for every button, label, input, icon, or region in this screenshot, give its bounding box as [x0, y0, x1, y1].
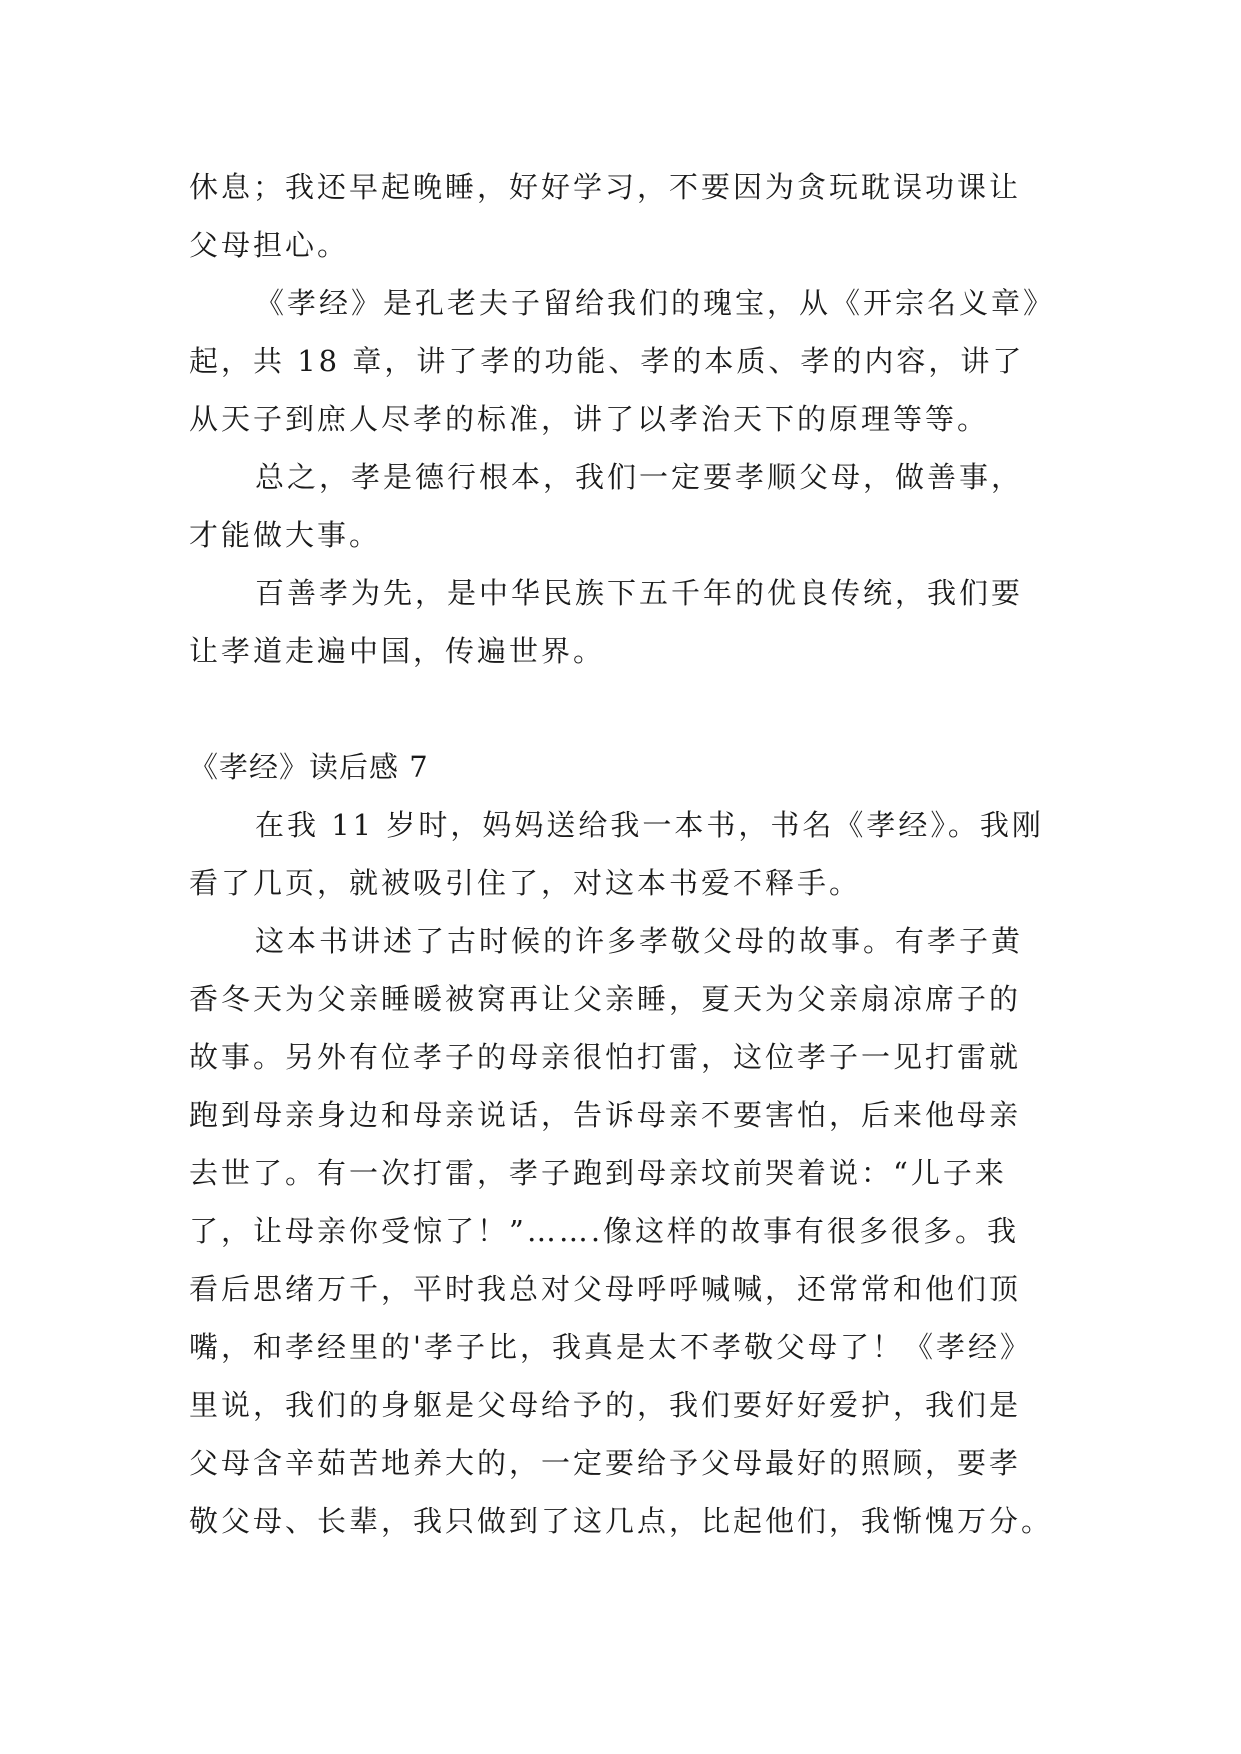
text-line: 让孝道走遍中国，传遍世界。: [189, 634, 606, 668]
text-line: 跑到母亲身边和母亲说话，告诉母亲不要害怕，后来他母亲: [189, 1098, 1022, 1132]
section-spacer: [189, 680, 1053, 738]
text-line: 里说，我们的身躯是父母给予的，我们要好好爱护，我们是: [189, 1388, 1022, 1422]
paragraph: [189, 448, 1053, 564]
text-line: 父母担心。: [189, 228, 350, 262]
text-line: 看了几页，就被吸引住了，对这本书爱不释手。: [189, 866, 862, 900]
paragraph: [189, 912, 1053, 1550]
text-line: 在我 11 岁时，妈妈送给我一本书，书名《孝经》。我刚: [255, 808, 1044, 842]
paragraph: [189, 274, 1056, 448]
text-line: 了，让母亲你受惊了！”…….像这样的故事有很多很多。我: [189, 1214, 1020, 1248]
paragraph: [189, 564, 1053, 680]
text-line: 百善孝为先，是中华民族下五千年的优良传统，我们要: [255, 576, 1024, 610]
paragraph: [189, 158, 1053, 274]
section-title: 《孝经》读后感 7: [189, 750, 429, 784]
text-line: 这本书讲述了古时候的许多孝敬父母的故事。有孝子黄: [255, 924, 1024, 958]
text-line: 休息；我还早起晚睡，好好学习，不要因为贪玩耽误功课让: [189, 170, 1022, 204]
document-body: [189, 158, 1056, 1550]
text-line: 《孝经》是孔老夫子留给我们的瑰宝，从《开宗名义章》: [255, 286, 1056, 320]
text-line: 故事。另外有位孝子的母亲很怕打雷，这位孝子一见打雷就: [189, 1040, 1022, 1074]
text-line: 香冬天为父亲睡暖被窝再让父亲睡，夏天为父亲扇凉席子的: [189, 982, 1022, 1016]
text-line: 父母含辛茹苦地养大的，一定要给予父母最好的照顾，要孝: [189, 1446, 1022, 1480]
text-line: 敬父母、长辈，我只做到了这几点，比起他们，我惭愧万分。: [189, 1504, 1054, 1538]
text-line: 总之，孝是德行根本，我们一定要孝顺父母，做善事，: [255, 460, 1024, 494]
text-line: 看后思绪万千，平时我总对父母呼呼喊喊，还常常和他们顶: [189, 1272, 1022, 1306]
text-line: 才能做大事。: [189, 518, 382, 552]
paragraph: [189, 796, 1053, 912]
text-line: 去世了。有一次打雷，孝子跑到母亲坟前哭着说：“儿子来: [189, 1156, 1007, 1190]
text-line: 起，共 18 章，讲了孝的功能、孝的本质、孝的内容，讲了: [189, 344, 1025, 378]
text-line: 从天子到庶人尽孝的标准，讲了以孝治天下的原理等等。: [189, 402, 990, 436]
text-line: 嘴，和孝经里的'孝子比，我真是太不孝敬父母了！《孝经》: [189, 1330, 1032, 1364]
